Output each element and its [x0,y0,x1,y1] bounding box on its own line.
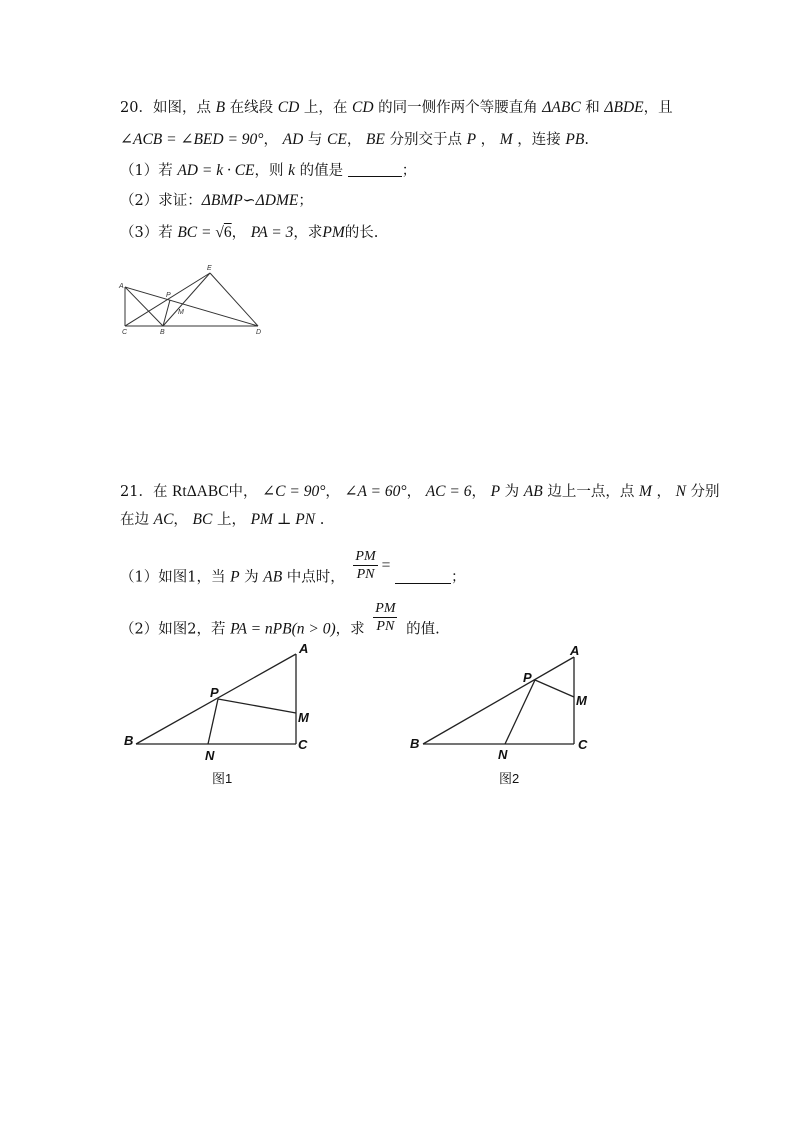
text: ， [471,484,486,500]
sqrt-six: √6 [215,224,232,241]
text: ， [406,484,422,500]
segment-BA [423,657,574,744]
label-B: B [124,733,134,748]
q20-line1 [120,98,673,118]
label-M: M [576,693,587,708]
segment-ED [210,273,258,326]
q20-part3 [120,223,378,243]
text: ，求 [335,621,365,638]
q21-line2 [120,510,324,530]
text: 分别交于点 [389,132,462,148]
math-PB: PB [565,131,585,148]
q20-part1 [120,161,416,181]
label-E: E [207,265,212,272]
text: 在线段 [229,100,274,116]
math-AC: AC = 6 [425,483,472,500]
math-perpendicular: PM ⊥ PN [250,511,316,528]
math-AC: AC [153,511,174,528]
math-CE: CE [327,131,347,148]
segment-AB [125,287,163,326]
equals-sign: = [381,556,391,574]
label-C: C [122,329,128,336]
label-A: A [119,283,124,290]
segment-PN [505,680,535,744]
text: ， [173,512,188,528]
text: 中点时， [286,569,345,586]
text: 的值. [406,621,440,638]
math-PA: PA = 3 [250,224,294,241]
segment-BA [136,654,296,744]
text: 如图，点 [152,100,211,116]
fraction-denominator: PN [356,567,375,582]
label-P: P [210,685,219,700]
text: ； [450,569,466,586]
math-AB: AB [263,568,283,586]
text: 边上一点，点 [547,484,635,500]
q20-line2 [120,130,589,150]
math-M: M [499,131,513,148]
text: 为 [504,484,520,500]
figure-2 [423,657,574,744]
segment-PB [163,300,170,326]
q20-part2 [120,191,313,211]
segment-PM [218,699,296,713]
text: 在边 [120,512,149,528]
math-BC: BC [192,511,213,528]
part-label: （2）求证： [120,193,202,209]
figure-2-caption: 图2 [499,771,520,786]
math-AD: AD [282,131,304,148]
text: ，则 [254,163,284,179]
text: ， [325,484,340,500]
part-label: （2）如图2，若 [120,621,226,638]
text: ， [346,132,362,148]
q21-part2 [120,601,440,647]
math-BE: BE [365,131,385,148]
label-C: C [578,737,588,752]
math-expression: AD = k · CE [177,162,255,179]
label-M: M [178,309,184,316]
math-PM: PM [322,224,345,241]
radicand: 6 [223,224,232,241]
text: 为 [244,569,259,586]
label-N: N [498,747,508,762]
math-CD: CD [352,99,374,116]
text: ， [263,132,278,148]
math-rt-triangle: RtΔABC [172,483,229,500]
fraction-pm-pn [373,600,397,635]
q20-number: 20． [120,100,153,116]
q21-number: 21．在 [120,484,168,500]
math-CD: CD [277,99,300,116]
fraction-pm-pn [353,548,377,583]
q21-part1 [120,549,466,595]
segment-PM [535,680,574,697]
text: ，连接 [517,132,561,148]
math-M: M [638,483,652,500]
part-label: （1）若 [120,163,173,179]
label-D: D [256,329,262,336]
math-B: B [215,99,226,116]
text: . [319,512,325,528]
text: 分别 [690,484,720,500]
label-P: P [166,292,171,299]
math-N: N [675,483,686,500]
text: 上， [216,512,246,528]
text: ，求 [293,225,323,241]
math-angle-A: ∠A = 60° [344,483,407,500]
math-triangle-BDE: ΔBDE [604,99,644,116]
segment-BE [163,273,210,326]
math-k: k [288,162,296,179]
text: 上，在 [303,100,348,116]
label-A: A [299,641,309,656]
text: 中， [228,484,258,500]
math-angles: ∠ACB = ∠BED = 90° [120,131,264,148]
segment-CE [125,273,210,326]
label-B: B [410,736,420,751]
text: ； [298,193,313,209]
fraction-numerator: PM [355,549,376,564]
math-P: P [230,568,240,586]
figure-1 [136,654,296,744]
segment-AD [125,287,258,326]
text: . [584,132,589,148]
text: ； [401,163,417,179]
fraction-denominator: PN [376,619,395,634]
text: ， [656,484,671,500]
text: ，且 [643,100,673,116]
text: 的值是 [299,163,344,179]
math-angle-C: ∠C = 90° [262,483,326,500]
math-AB: AB [523,483,543,500]
answer-blank[interactable] [348,162,402,177]
text: 的长. [344,225,379,241]
answer-blank[interactable] [395,569,451,584]
math-triangle-ABC: ΔABC [542,99,581,116]
segment-PN [208,699,218,744]
math-expression: ΔBMP∽ΔDME [201,192,299,209]
text: 与 [307,132,323,148]
text: 的同一侧作两个等腰直角 [378,100,538,116]
part-label: （3）若 [120,225,173,241]
label-A: A [570,643,580,658]
text: 和 [585,100,600,116]
text: ， [231,225,247,241]
figure-1-caption: 图1 [212,771,233,786]
text: ， [480,132,496,148]
label-M: M [298,710,309,725]
label-B: B [160,329,165,336]
part-label: （1）如图1，当 [120,569,226,586]
label-C: C [298,737,308,752]
label-P: P [523,670,532,685]
math-P: P [490,483,501,500]
q21-line1 [120,482,720,502]
math-BC: BC = [177,224,216,241]
math-P: P [466,131,477,148]
math-expression: PA = nPB(n > 0) [230,620,336,638]
fraction-numerator: PM [375,601,396,616]
label-N: N [205,748,215,763]
